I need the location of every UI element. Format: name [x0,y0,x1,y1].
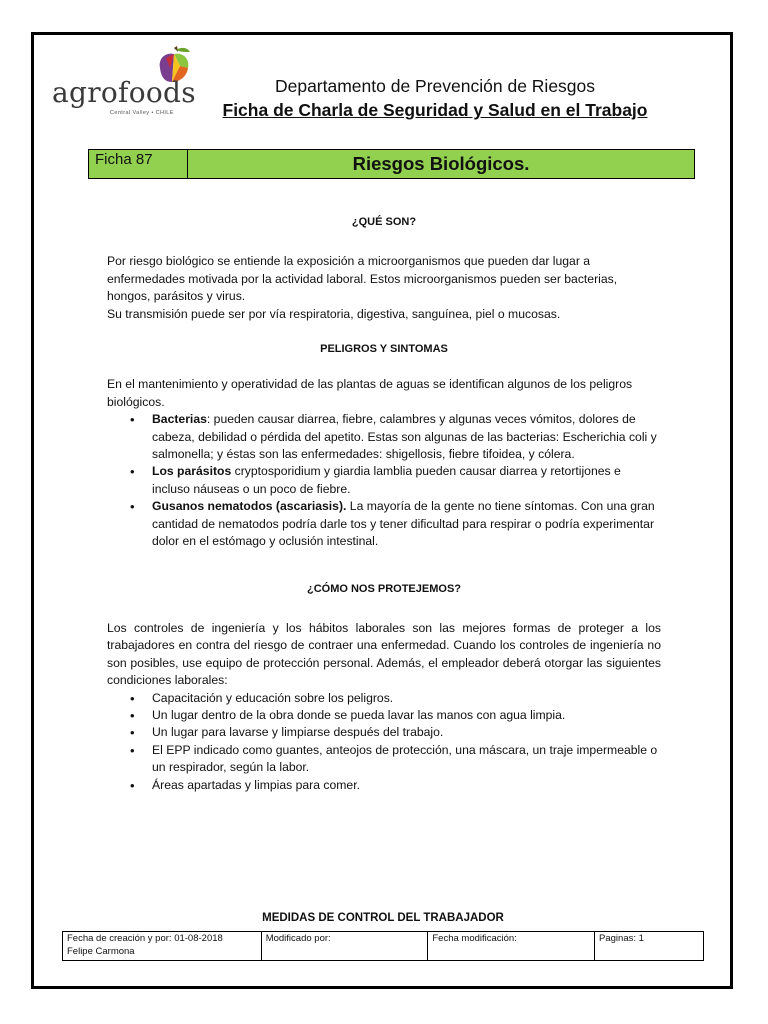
footer-modified-date: Fecha modificación: [428,932,595,961]
paragraph: En el mantenimiento y operatividad de las plantas de aguas se identifican algunos de los peligros biológicos. [107,377,633,409]
footer-title: MEDIDAS DE CONTROL DEL TRABAJADOR [262,912,504,924]
agrofoods-logo [52,46,202,122]
section-heading-que-son: ¿QUÉ SON? [351,216,417,228]
logo-subtitle: Central Valley • CHILE [110,110,174,116]
list-item-bold: Gusanos nematodos (ascariasis). [152,499,347,514]
paragraph: Por riesgo biológico se entiende la exposición a microorganismos que pueden dar lugar a enfermedades motivada por la actividad laboral. Estos microorganismos pueden ser bacterias, hongos, parásitos y virus. [107,254,618,304]
department-title: Departamento de Prevención de Riesgos [274,76,596,96]
list-item-text: cryptosporidium y giardia lamblia pueden causar diarrea y retortijones e incluso náuseas o un poco de fiebre. [152,464,621,496]
ficha-number: Ficha 87 [89,150,188,178]
document-body [107,214,661,794]
paragraph: Su transmisión puede ser por vía respiratoria, digestiva, sanguínea, piel o mucosas. [107,306,561,321]
list-item: • Capacitación y educación sobre los peligros. [152,690,661,707]
list-item: • Un lugar para lavarse y limpiarse después del trabajo. [152,724,661,741]
hazard-list [107,411,661,550]
footer-created-cell [63,932,262,961]
footer-table [62,931,704,961]
list-item [152,498,661,550]
footer-pages: Paginas: 1 [595,932,704,961]
list-item [152,463,661,498]
section-heading-peligros: PELIGROS Y SINTOMAS [320,343,448,356]
paragraph: Los controles de ingeniería y los hábitos laborales son las mejores formas de proteger a los trabajadores en contra del riesgo de contraer una enfermedad. Cuando los controles de ingeniería no son posibles, use equipo de protección personal. Además, el empleador deberá otorgar las siguientes condiciones laborales: [107,620,661,688]
list-item: • Un lugar dentro de la obra donde se pueda lavar las manos con agua limpia. [152,707,661,724]
form-title: Ficha de Charla de Seguridad y Salud en el Trabajo [222,100,648,120]
list-item-text: La mayoría de la gente no tiene síntomas. Con una gran cantidad de nematodos podría darle tos y tener dificultad para respirar o podría experimentar dolor en el estómago y oclusión intestinal. [152,499,655,549]
list-item [152,411,661,463]
section-heading-como-protejemos: ¿CÓMO NOS PROTEJEMOS? [306,582,461,595]
list-item-bold: Bacterias [152,412,207,427]
footer-created-by: Felipe Carmona [67,945,135,957]
ficha-header-bar [88,149,695,179]
protection-list [107,690,661,794]
list-item-bold: Los parásitos [152,464,232,479]
list-item: • Áreas apartadas y limpias para comer. [152,777,661,794]
ficha-topic: Riesgos Biológicos. [352,153,530,174]
footer-modified-by: Modificado por: [261,932,428,961]
logo-wordmark: agrofoods [52,76,196,109]
list-item-text: : pueden causar diarrea, fiebre, calambres y algunas veces vómitos, dolores de cabeza, debilidad o pérdida del apetito. Estas son algunas de las bacterias: Escherichia coli y salmonella; y éstas son las enfermedades: shigellosis, fiebre tifoidea, y cólera. [152,412,657,462]
list-item: • El EPP indicado como guantes, anteojos de protección, una máscara, un traje impermeable o un respirador, según la labor. [152,742,661,777]
footer-created: Fecha de creación y por: 01-08-2018 [67,933,223,944]
